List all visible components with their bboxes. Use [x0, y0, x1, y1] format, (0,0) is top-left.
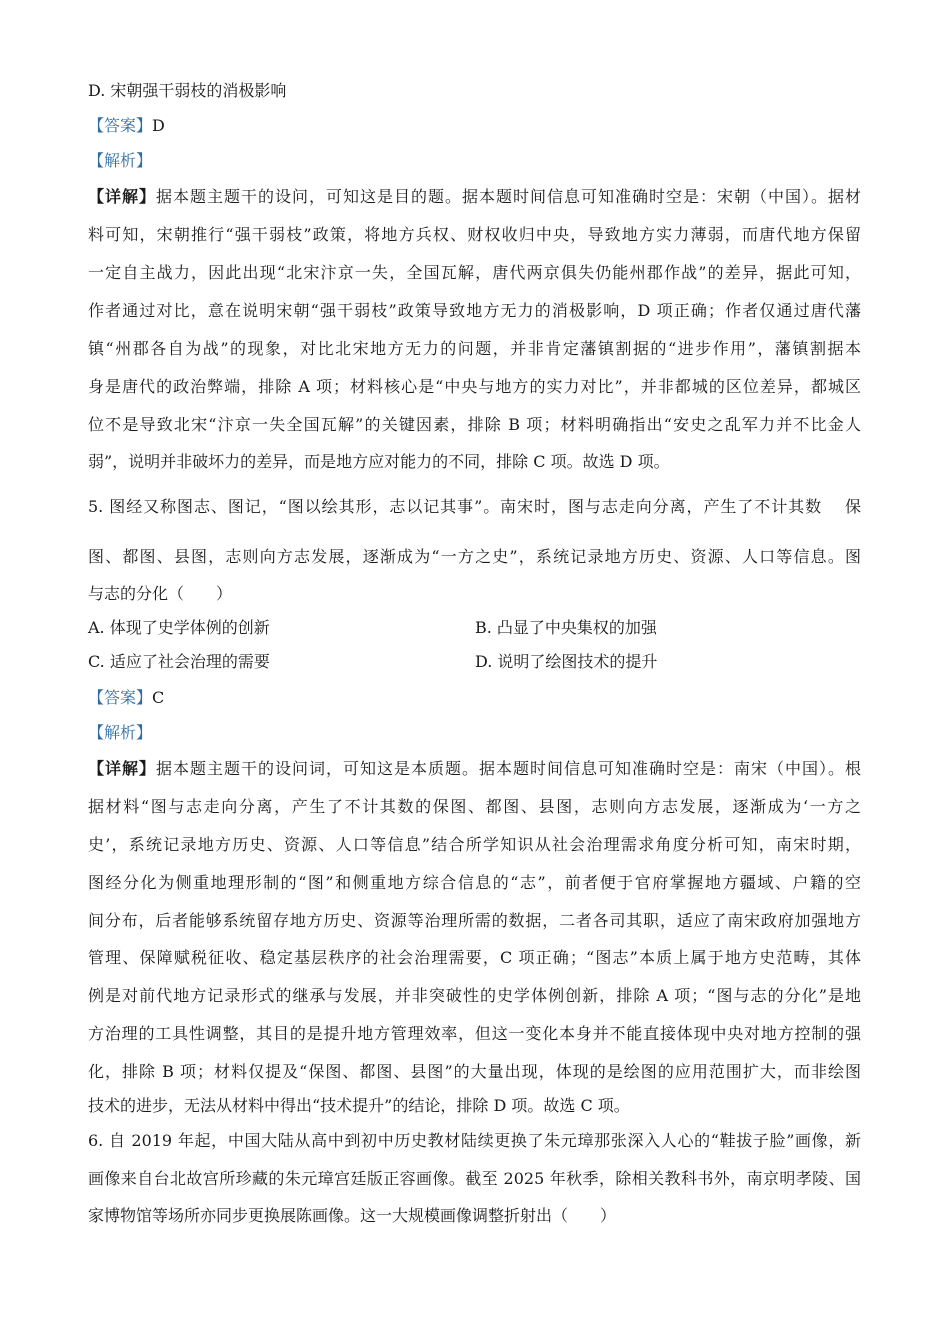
q5-detail-line: 据材料“图与志走向分离，产生了不计其数的保图、都图、县图，志则向方志发展，逐渐成为‘一方之 [88, 797, 861, 816]
q4-detail-line: 料可知，宋朝推行“强干弱枝”政策，将地方兵权、财权收归中央，导致地方实力薄弱，而唐代地方保留 [88, 225, 861, 244]
q4-detail-line: 作者通过对比，意在说明宋朝“强干弱枝”政策导致地方无力的消极影响，D 项正确；作者仅通过唐代藩 [88, 301, 861, 320]
q4-detail-line: 弱”，说明并非破坏力的差异，而是地方应对能力的不同，排除 C 项。故选 D 项。 [88, 452, 670, 471]
analysis-label: 【解析】 [88, 723, 153, 742]
q5-option-a: A. 体现了史学体例的创新 [88, 618, 270, 637]
answer-label: 【答案】 [88, 688, 153, 707]
q4-detail-line: 一定自主战力，因此出现“北宋汴京一失，全国瓦解，唐代两京俱失仍能州郡作战”的差异，据此可知， [88, 263, 861, 282]
q4-detail-line: 镇“州郡各自为战”的现象，对比北宋地方无力的问题，并非肯定藩镇割据的“进步作用”，藩镇割据本 [88, 339, 861, 358]
answer-label: 【答案】 [88, 116, 153, 135]
q5-detail-line: 管理、保障赋税征收、稳定基层秩序的社会治理需要，C 项正确；“图志”本质上属于地方史范畴，其体 [88, 948, 861, 967]
detail-label: 【详解】 [88, 187, 156, 206]
q4-detail-line: 身是唐代的政治弊端，排除 A 项；材料核心是“中央与地方的实力对比”，并非都城的区位差异，都城区 [88, 377, 861, 396]
q4-detail-line: 位不是导致北宋“汴京一失全国瓦解”的关键因素，排除 B 项；材料明确指出“安史之乱军力并不比金人 [88, 415, 861, 434]
q5-option-d: D. 说明了绘图技术的提升 [475, 652, 658, 671]
q5-answer [88, 687, 164, 709]
q5-stem-line: 与志的分化（ ） [88, 584, 233, 603]
q5-analysis-label [88, 722, 152, 744]
q6-stem-line: 6. 自 2019 年起，中国大陆从高中到初中历史教材陆续更换了朱元璋那张深入人心的“鞋拔子脸”画像，新 [88, 1131, 861, 1150]
answer-value: C [152, 688, 165, 707]
q6-stem-line: 家博物馆等场所亦同步更换展陈画像。这一大规模画像调整折射出（ ） [88, 1206, 617, 1225]
analysis-label: 【解析】 [88, 151, 153, 170]
q5-stem-line: 5. 图经又称图志、图记，“图以绘其形，志以记其事”。南宋时，图与志走向分离，产生了不计其数 保 [88, 497, 861, 516]
answer-value: D [152, 116, 165, 135]
q5-detail-line: 例是对前代地方记录形式的继承与发展，并非突破性的史学体例创新，排除 A 项；“图与志的分化”是地 [88, 986, 861, 1005]
q5-detail-line: 间分布，后者能够系统留存地方历史、资源等治理所需的数据，二者各司其职，适应了南宋政府加强地方 [88, 911, 861, 930]
detail-label: 【详解】 [88, 759, 156, 778]
q4-answer [88, 115, 165, 137]
q5-detail-line: 方治理的工具性调整，其目的是提升地方管理效率，但这一变化本身并不能直接体现中央对地方控制的强 [88, 1024, 861, 1043]
q5-detail-line: 史’，系统记录地方历史、资源、人口等信息”结合所学知识从社会治理需求角度分析可知，南宋时期， [88, 835, 861, 854]
q5-detail-line: 技术的进步，无法从材料中得出“技术提升”的结论，排除 D 项。故选 C 项。 [88, 1096, 630, 1115]
q5-option-b: B. 凸显了中央集权的加强 [475, 618, 657, 637]
q4-analysis-label [88, 150, 152, 172]
q6-stem-line: 画像来自台北故宫所珍藏的朱元璋宫廷版正容画像。截至 2025 年秋季，除相关教科书外，南京明孝陵、国 [88, 1169, 861, 1188]
q5-detail-line: 图经分化为侧重地理形制的“图”和侧重地方综合信息的“志”，前者便于官府掌握地方疆域、户籍的空 [88, 873, 861, 892]
q5-detail-line: 化，排除 B 项；材料仅提及“保图、都图、县图”的大量出现，体现的是绘图的应用范围扩大，而非绘图 [88, 1062, 861, 1081]
q4-option-d: D. 宋朝强干弱枝的消极影响 [88, 81, 287, 100]
q5-option-c: C. 适应了社会治理的需要 [88, 652, 270, 671]
q4-detail-line: 【详解】据本题主题干的设问，可知这是目的题。据本题时间信息可知准确时空是：宋朝（中国）。据材 [88, 187, 861, 206]
q5-stem-line: 图、都图、县图，志则向方志发展，逐渐成为“一方之史”，系统记录地方历史、资源、人口等信息。图 [88, 547, 861, 566]
q5-detail-line: 【详解】据本题主题干的设问词，可知这是本质题。据本题时间信息可知准确时空是：南宋（中国）。根 [88, 759, 861, 778]
